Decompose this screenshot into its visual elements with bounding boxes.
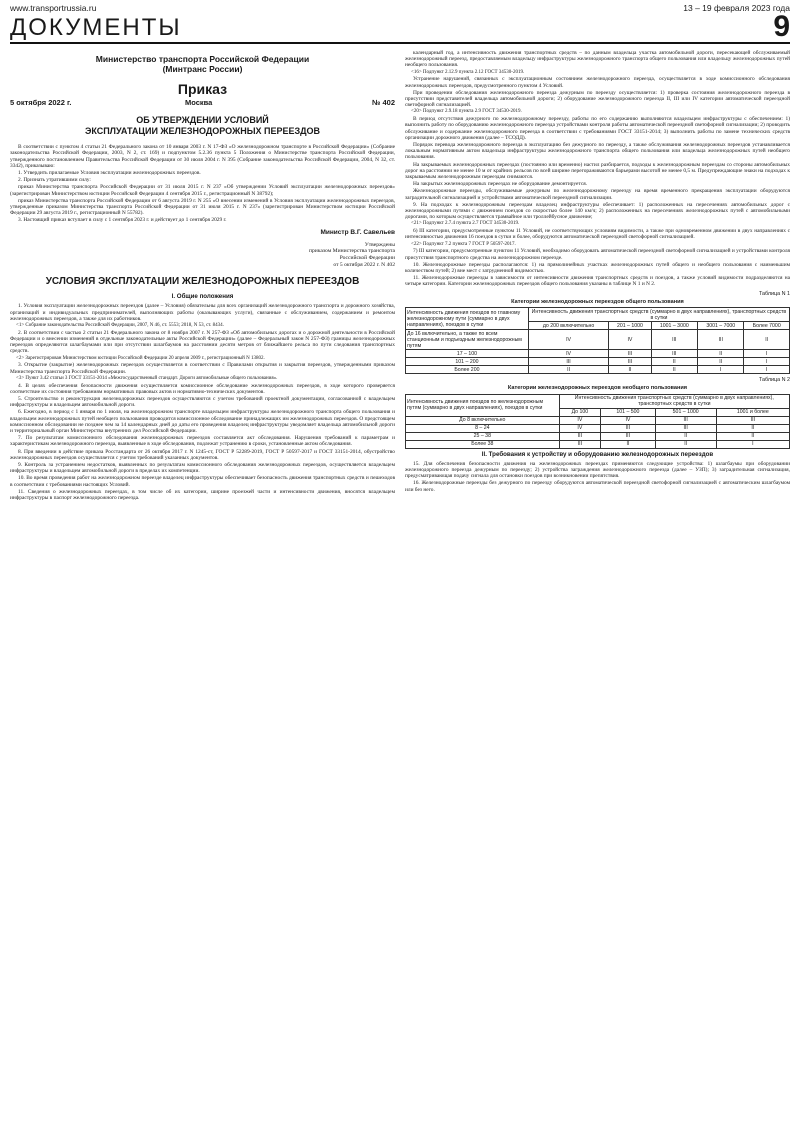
table2-header-group: Интенсивность движения транспортных средств (суммарно в двух направлениях), транспортных средств в сутки [559,394,789,408]
clause: Устранение нарушений, связанных с эксплуатационным состоянием железнодорожного переезда, осуществляется в ходе комиссионного обследования железнодорожных переездов, предусмотренного пунктом 4 Условий. [405,76,790,89]
order-paragraph: приказ Министерства транспорта Российской Федерации от 6 августа 2019 г. N 255 «О внесении изменений в Условия эксплуатации железнодорожных переездов, утвержденные приказом Министерства транспорта Российской Федерации от 31 июля 2015 г. N 237» (зарегистрирован Министерством юстиции Российской Федерации 29 августа 2019 г., регистрационный N 55782). [10,197,395,217]
table2-col-header: 1001 и более [716,408,789,416]
table1-col-header: до 200 включительно [528,322,608,330]
clause: 5. Строительство и реконструкция железнодорожных переездов осуществляются с учетом требований проектной документации, согласованной с владельцем инфраструктуры и владельцем автомобильной дороги. [10,396,395,409]
clause: При проведении обследования железнодорожного переезда дежурным по переезду осуществляется: 1) проверка состояния железнодорожного переезда в присутствии представителей владельца автомобильной дороги; 2) оборудование железнодорожного переезда II, III или IV категории автоматической переездной светофорной сигнализацией. [405,89,790,109]
site-url[interactable]: www.transportrussia.ru [10,3,97,13]
clause: 11. Железнодорожные переезды в зависимости от интенсивности движения транспортных средств и поездов, а также условий видимости подразделяются на четыре категории. Категории железнодорожных переездов общего пользования указаны в таблице N 1 и N 2. [405,275,790,288]
order-paragraph: 1. Утвердить прилагаемые Условия эксплуатации железнодорожных переездов. [18,170,201,177]
table1-header-left: Интенсивность движения поездов по главному железнодорожному пути (суммарно в двух направлениях), поездов в сутки [406,308,529,330]
signature: Министр В.Г. Савельев [320,228,395,236]
clause: 7) III категории, предусмотренные пунктом 11 Условий, необходимо оборудовать автоматической переездной светофорной сигнализацией и устройствами контроля присутствия транспортного средства на железнодорожном переезде. [405,248,790,261]
clause: 7. По результатам комиссионного обследования железнодорожных переездов составляется акт обследования. Нарушения требований к параметрам и характеристикам железнодорожного переезда, выявленные в ходе обследования, подлежат устранению в сроки, установленные актом обследования. [10,435,395,448]
clause: В период отсутствия дежурного по железнодорожному переезду, работы по его содержанию выполняются владельцем инфраструктуры с обеспечением: 1) выполнить работу по оборудованию железнодорожного переезда устройствами контроля работы автоматической переездной светофорной сигнализации; 2) проводить обслуживание и содержание железнодорожного переезда в соответствии с требованиями ГОСТ 33151-2014; 3) выполнить работы по замене технических средств организации дорожного движения (далее – ТСОДД). [405,116,790,141]
table1-col-header: Более 7000 [744,322,790,330]
table-row: 25 – 38 III III II II [406,432,790,440]
table2-col-header: До 100 [559,408,601,416]
table-row: До 16 включительно, а также по всем станционным и подъездным железнодорожным путям IV IV III III II [406,330,790,350]
clause: 15. Для обеспечения безопасности движения на железнодорожных переездах применяются следующие устройства: 1) шлагбаумы при оборудовании железнодорожного переезда дежурным по переезду; 2) устройства заграждения железнодорожного переезда (далее – УЗП); 3) заградительная сигнализация, предусматривающая подачу сигнала для остановки поездов при возникновении препятствия. [405,460,790,480]
table-row: 17 – 100 IV III III II I [406,350,790,358]
clause: 1. Условия эксплуатации железнодорожных переездов (далее – Условия) обязательны для всех организаций железнодорожного транспорта и дорожного хозяйства, организаций и индивидуальных предпринимателей, выполняющих работы (оказывающих услуги), связанные с обслуживанием, содержанием и ремонтом железнодорожных переездов, а также для их работников. [10,303,395,322]
conditions-title: УСЛОВИЯ ЭКСПЛУАТАЦИИ ЖЕЛЕЗНОДОРОЖНЫХ ПЕРЕЕЗДОВ [45,276,360,288]
clause: 8. При введении в действие приказа Росстандарта от 26 октября 2017 г. N 1245-ст, ГОСТ Р 52289-2019, ГОСТ Р 50597-2017 и ГОСТ 33151-2014, обустройство железнодорожных переездов осуществляется с учетом требований указанных документов. [10,448,395,461]
clause: На закрытых железнодорожных переездах не оборудование демонтируется. [413,181,588,188]
table-row: Более 200 II II II I I [406,366,790,374]
order-title: ОБ УТВЕРЖДЕНИИ УСЛОВИЙ ЭКСПЛУАТАЦИИ ЖЕЛЕЗНОДОРОЖНЫХ ПЕРЕЕЗДОВ [84,115,321,136]
order-paragraph: 3. Настоящий приказ вступает в силу с 1 сентября 2023 г. и действует до 1 сентября 2029 г. [18,217,227,224]
page-number: 9 [773,10,790,43]
order-number: № 402 [372,98,395,108]
table1-header-group: Интенсивность движения транспортных средств (суммарно в двух направлениях), транспортных средств в сутки [528,308,789,322]
footnote: <16> Подпункт 2.12.9 пункта 2.12 ГОСТ 34530-2019. [411,69,525,75]
clause: 16. Железнодорожные переезды без дежурного по переезду оборудуются автоматической переездной светофорной сигнализацией с автоматическим шлагбаумом или без него. [405,480,790,493]
page-header [10,10,790,44]
clause: Порядок перевода железнодорожного переезда в эксплуатацию без дежурного по переезду, а также обслуживания железнодорожных переездов устанавливается локальным нормативным актом владельца инфраструктуры железнодорожного транспорта общего пользования или владельца железнодорожных путей необщего пользования. [405,142,790,161]
table2-title: Категории железнодорожных переездов необщего пользования [507,385,688,392]
order-paragraph: В соответствии с пунктом 4 статьи 21 Федерального закона от 10 января 2003 г. N 17-ФЗ «О железнодорожном транспорте в Российской Федерации» (Собрание законодательства Российской Федерации, 2003, N 2, ст. 169) и подпунктом 5.2.36 пункта 5 Положения о Министерстве транспорта Российской Федерации, утвержденного постановлением Правительства Российской Федерации от 30 июля 2004 г. N 395 (Собрание законодательства Российской Федерации, 2004, N 32, ст. 3342), приказываю: [10,144,395,169]
order-paragraph: приказ Министерства транспорта Российской Федерации от 31 июля 2015 г. N 237 «Об утверждении Условий эксплуатации железнодорожных переездов» (зарегистрирован Министерством юстиции Российской Федерации 4 сентября 2015 г., регистрационный N 38792); [10,184,395,197]
table-row: Более 38 III II II I [406,440,790,448]
section-heading: II. Требования к устройству и оборудованию железнодорожных переездов [481,450,714,458]
rubric-title: ДОКУМЕНТЫ [10,14,182,41]
ministry-name: Министерство транспорта Российской Федерации (Минтранс России) [95,54,310,74]
section-heading: I. Общие положения [171,293,234,301]
clause: 11. Сведения о железнодорожных переездах, в том числе об их категории, ширине проезжей части и интенсивности движения, вносятся владельцем инфраструктуры в паспорт железнодорожного переезда. [10,488,395,502]
table2-label: Таблица N 2 [758,377,790,384]
clause: 6. Ежегодно, в период с 1 января по 1 июля, на железнодорожном транспорте владельцем инфраструктуры железнодорожного транспорта общего пользования и владельцем железнодорожных путей необщего пользования проводится комиссионное обследование принадлежащих им железнодорожных переездов. О предстоящем комиссионном обследовании не позднее чем за 14 календарных дней до даты его проведения владелец инфраструктуры уведомляет владельца автомобильной дороги и территориальный орган Министерства внутренних дел Российской Федерации. [10,409,395,435]
footnote: <2> Зарегистрирован Министерством юстиции Российской Федерации 20 апреля 2009 г., регистрационный N 13802. [16,355,265,361]
clause: 9. Контроль за устранением недостатков, выявленных по результатам комиссионного обследования железнодорожных переездов, осуществляется владельцем инфраструктуры и владельцем автомобильной дороги в пределах их компетенции. [10,462,395,475]
clause: 10. Во время проведения работ на железнодорожном переезде владелец инфраструктуры обеспечивает безопасность движения транспортных средств и пешеходов в соответствии с требованиями настоящих Условий. [10,475,395,488]
table1-col-header: 3001 – 7000 [698,322,744,330]
clause: 6) III категории, предусмотренные пунктом 11 Условий, не соответствующих условиям видимости, а также при одновременном движении в двух направлениях с интенсивностью движения 16 поездов в сутки и более, оборудуются автоматической переездной светофорной сигнализацией. [405,228,790,241]
clause: 4. В целях обеспечения безопасности движения осуществляется комиссионное обследование железнодорожных переездов, в ходе которого проверяется соответствие их состояния требованиям нормативных правовых актов и нормативно-технических документов. [10,382,395,395]
clause: 10. Железнодорожные переезды располагаются: 1) на прямолинейных участках железнодорожных путей общего и необщего пользования с наименьшим количеством путей; 2) вне мест с затрудненной видимостью. [405,261,790,275]
table1-label: Таблица N 1 [758,290,790,297]
table2 [405,394,790,449]
order-meta [10,100,395,111]
table2-col-header: 101 – 500 [601,408,656,416]
clause: 9. На подходах к железнодорожным переездам владелец инфраструктуры обеспечивает: 1) расположенных на пересечениях автомобильных дорог с железнодорожными путями с движением поездов со скоростью более 140 км/ч; 2) расположенных на пересечениях железнодорожных путей с автомобильными дорогами, по которым осуществляется трамвайное или троллейбусное движение; [405,201,790,221]
clause: На закрываемых железнодорожных переездах (постоянно или временно) настил разбирается, подходы к железнодорожным переездам со стороны автомобильных дорог на расстоянии не менее 10 м от крайних рельсов по всей ширине перегораживаются барьерами высотой не менее 0,5 м. Предупреждающие знаки на подходах к закрываемым железнодорожным переездам снимаются. [405,161,790,181]
order-date: 5 октября 2022 г. [10,98,72,108]
clause: 3. Открытие (закрытие) железнодорожных переездов осуществляется в соответствии с Правилами открытия и закрытия переездов, утвержденными приказом Министерства транспорта Российской Федерации. [10,362,395,375]
order-paragraph: 2. Признать утратившими силу: [18,177,91,184]
right-column [405,50,790,1125]
footnote: <3> Пункт 3.42 статьи 3 ГОСТ 33151-2014 «Межгосударственный стандарт. Дороги автомобильные общего пользования». [16,375,278,381]
footnote: <1> Собрание законодательства Российской Федерации, 2007, N 46, ст. 5553; 2018, N 53, ст. 8434. [16,323,224,329]
table1 [405,307,790,374]
clause: 2. В соответствии с частью 2 статьи 21 Федерального закона от 8 ноября 2007 г. N 257-ФЗ «Об автомобильных дорогах и о дорожной деятельности в Российской Федерации и о внесении изменений в отдельные законодательные акты Российской Федерации» (далее – Федеральный закон N 257-ФЗ) границы железнодорожных переездов определяются шлагбаумами или при отсутствии шлагбаумов на расстоянии десяти метров от ближайшего рельса по пути следования транспортных средств. [10,329,395,355]
table1-title: Категории железнодорожных переездов общего пользования [511,298,684,305]
footnote: <20> Подпункт 2.9.18 пункта 2.9 ГОСТ 34530-2019. [411,109,522,115]
table-row: До 8 включительно IV IV III III [406,416,790,424]
table1-col-header: 1001 – 3000 [651,322,697,330]
approval-block: Утверждены приказом Министерства транспорта Российской Федерации от 5 октября 2022 г. N 402 [308,241,395,268]
clause: Железнодорожные переезды, обслуживаемые дежурным по железнодорожному переезду на время временного прекращения эксплуатации оборудуются заградительной сигнализацией и устройствами автоматической переездной сигнализации. [405,188,790,201]
left-column [10,50,395,1125]
table2-col-header: 501 – 1000 [655,408,716,416]
order-type: Приказ [177,81,228,97]
table1-col-header: 201 – 1000 [609,322,651,330]
table2-header-left: Интенсивность движения поездов по железнодорожным путям (суммарно в двух направлениях), поездов в сутки [406,394,560,416]
footnote: <22> Подпункт 7.2 пункта 7 ГОСТ Р 50597-2017. [411,241,516,247]
order-city: Москва [185,98,213,108]
footnote: <21> Подпункт 2.7.4 пункта 2.7 ГОСТ 34530-2019. [411,221,520,227]
table-row: 101 – 200 III III II II I [406,358,790,366]
issue-dates: 13 – 19 февраля 2023 года [683,3,790,13]
table-row: 8 – 24 IV III III II [406,424,790,432]
clause: календарный год, а интенсивность движения транспортных средств – по данным владельца участка автомобильной дороги, пересекающей обслуживаемый железнодорожный переезд, предоставляемым владельцу инфраструктуры железнодорожного транспорта общего пользования или владельцу железнодорожных путей необщего пользования. [405,50,790,69]
